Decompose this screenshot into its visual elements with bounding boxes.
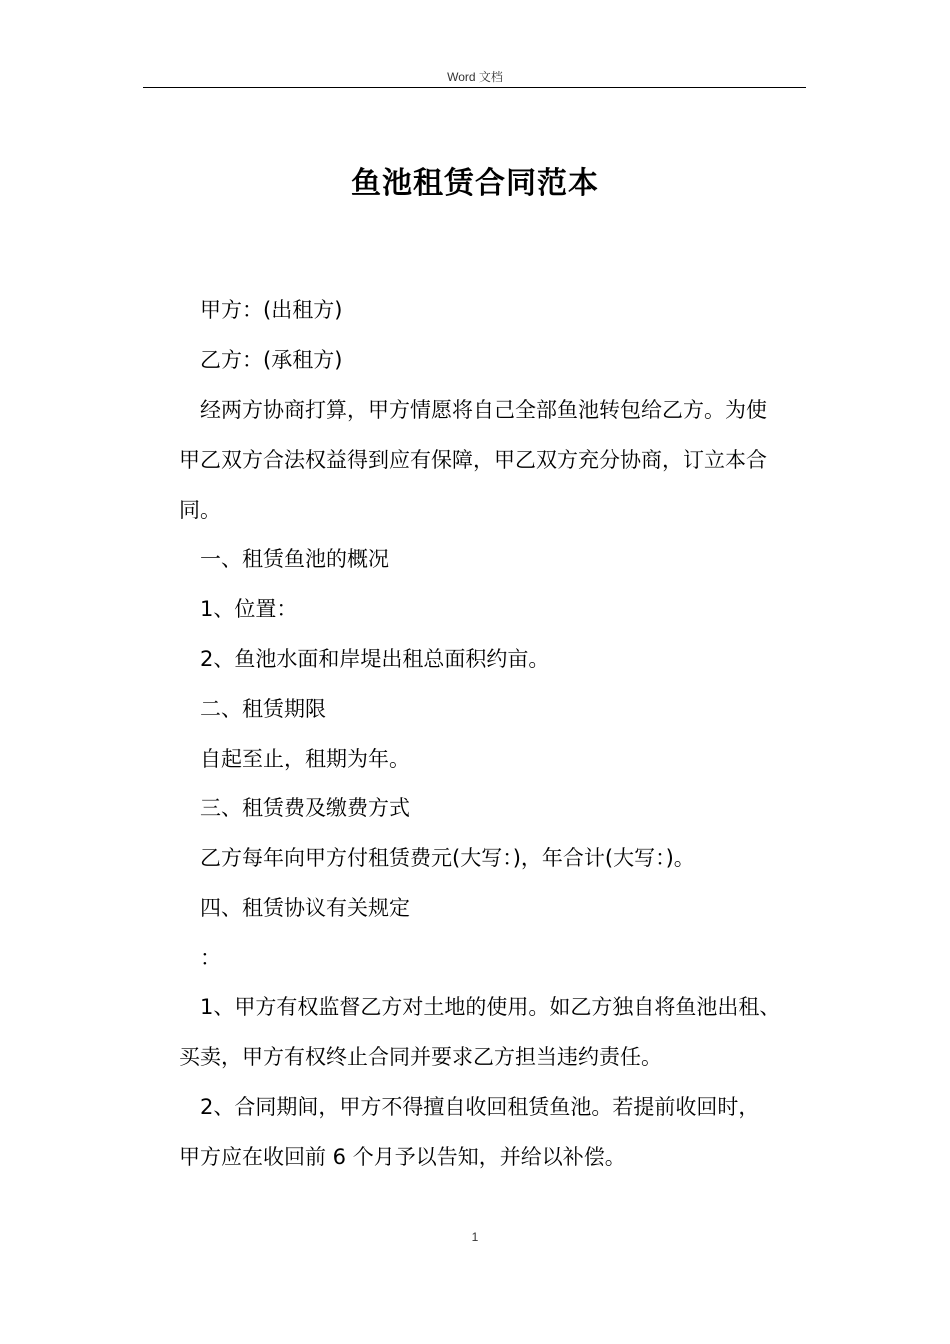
list-item-rule-1-line-2: 买卖，甲方有权终止合同并要求乙方担当违约责任。 (179, 1045, 662, 1069)
list-item-rule-1-line-1: 1、甲方有权监督乙方对土地的使用。如乙方独自将鱼池出租、 (200, 995, 781, 1019)
list-item-rule-2-line-2: 甲方应在收回前 6 个月予以告知，并给以补偿。 (179, 1145, 626, 1169)
section-heading-1: 一、租赁鱼池的概况 (200, 547, 389, 571)
paragraph-intro-line-2: 甲乙双方合法权益得到应有保障，甲乙双方充分协商，订立本合 (179, 448, 767, 472)
section-heading-2: 二、租赁期限 (200, 697, 326, 721)
paragraph-term: 自起至止，租期为年。 (200, 747, 410, 771)
list-item-rule-2-line-1: 2、合同期间，甲方不得擅自收回租赁鱼池。若提前收回时， (200, 1095, 760, 1119)
page-number: 1 (471, 1230, 479, 1244)
paragraph-fee: 乙方每年向甲方付租赁费元(大写：)，年合计(大写：)。 (200, 846, 695, 870)
list-item-area: 2、鱼池水面和岸堤出租总面积约亩。 (200, 647, 550, 671)
paragraph-colon: ： (200, 946, 221, 970)
paragraph-intro-line-3: 同。 (179, 498, 221, 522)
paragraph-party-a: 甲方：(出租方) (200, 298, 343, 322)
list-item-location: 1、位置： (200, 597, 298, 621)
section-heading-3: 三、租赁费及缴费方式 (200, 796, 410, 820)
paragraph-intro-line-1: 经两方协商打算，甲方情愿将自己全部鱼池转包给乙方。为使 (200, 398, 767, 422)
document-title: 鱼池租赁合同范本 (351, 166, 599, 201)
paragraph-party-b: 乙方：(承租方) (200, 348, 343, 372)
header-label: Word 文档 (447, 70, 503, 84)
header-divider (143, 87, 806, 88)
section-heading-4: 四、租赁协议有关规定 (200, 896, 410, 920)
